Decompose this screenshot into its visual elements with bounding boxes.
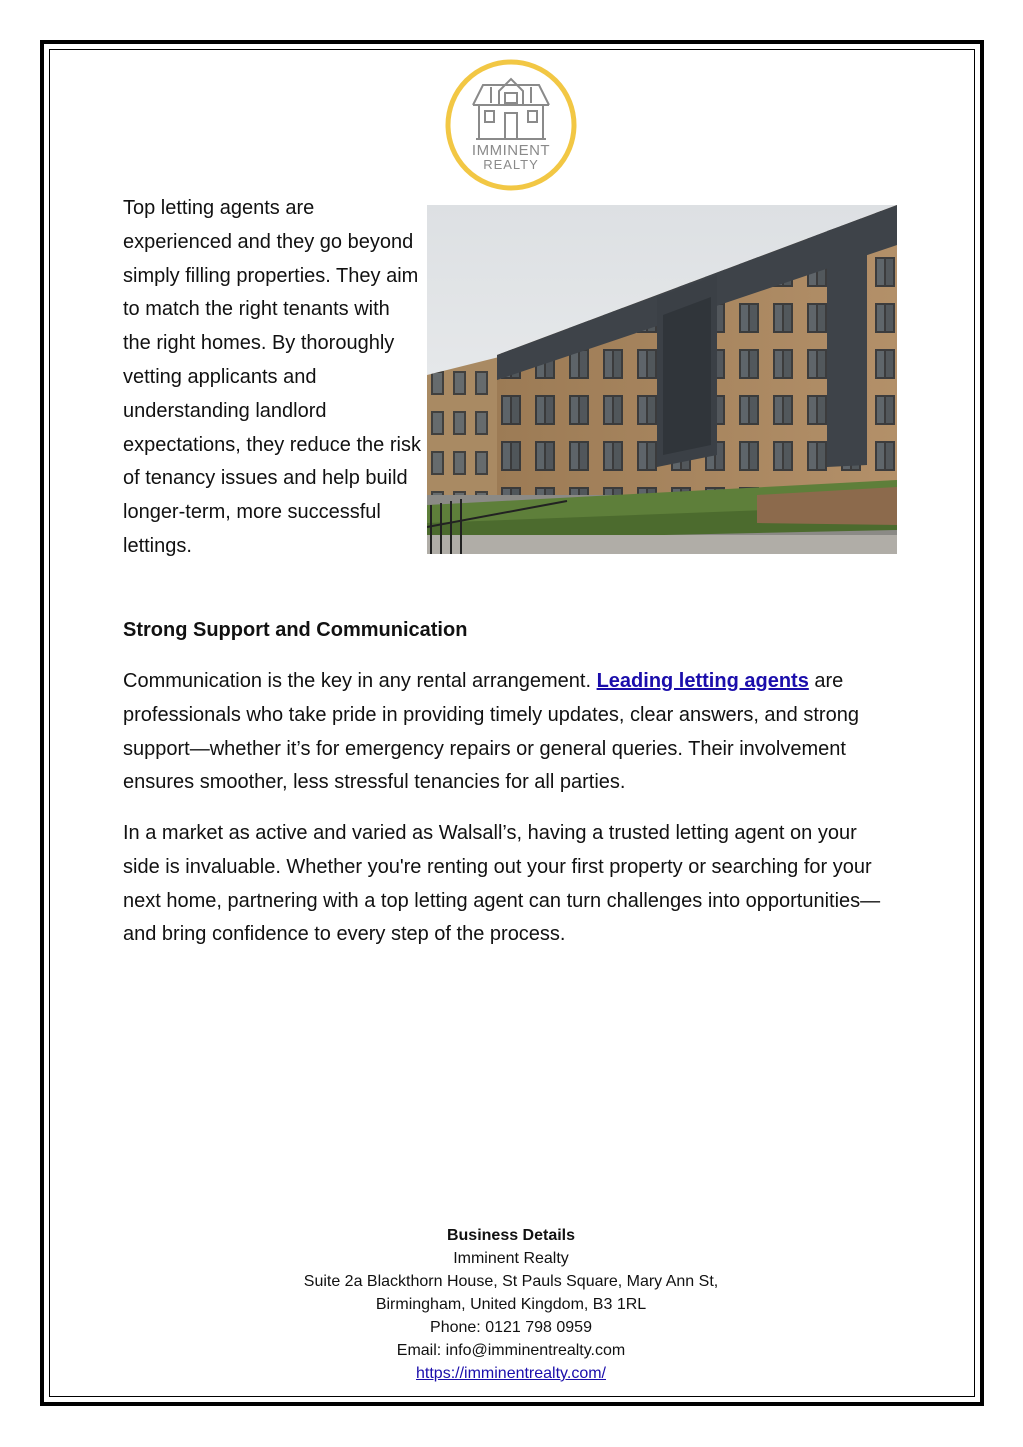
footer-title: Business Details: [446, 1227, 576, 1244]
logo-line2: REALTY: [483, 157, 539, 172]
paragraph1-after: are professionals who take pride in providing timely updates, clear answers, and strong support—whether it’s for emergency repairs or general queries. Their involvement ensures smoother, less stressful tenancies for all parties.: [123, 670, 859, 794]
leading-letting-agents-link[interactable]: Leading letting agents: [596, 670, 809, 692]
house-logo-icon: [443, 57, 579, 193]
footer-address-line2: Birmingham, United Kingdom, B3 1RL: [375, 1296, 647, 1313]
footer-phone: Phone: 0121 798 0959: [430, 1319, 592, 1336]
business-details: [48, 1224, 974, 1385]
apartment-building-photo: [427, 205, 897, 554]
footer-email: Email: info@imminentrealty.com: [396, 1342, 626, 1359]
imminent-realty-logo: [443, 57, 579, 193]
paragraph1-before: Communication is the key in any rental arrangement.: [123, 670, 597, 692]
website-link[interactable]: https://imminentrealty.com/: [416, 1365, 606, 1382]
section-heading: Strong Support and Communication: [123, 619, 468, 641]
footer-address-line1: Suite 2a Blackthorn House, St Pauls Square, Mary Ann St,: [303, 1273, 719, 1290]
intro-paragraph: Top letting agents are experienced and they go beyond simply filling properties. They aim to match the right tenants with the right homes. By thoroughly vetting applicants and understanding landlord expectations, they reduce the risk of tenancy issues and help build longer-term, more successful lettings.: [123, 197, 421, 557]
communication-paragraph: [123, 665, 893, 800]
logo-line1: IMMINENT: [471, 142, 551, 159]
walsall-paragraph: In a market as active and varied as Walsall’s, having a trusted letting agent on your side is invaluable. Whether you're renting out your first property or searching for your next home, partnering with a top letting agent can turn challenges into opportunities—and bring confidence to every step of the process.: [123, 822, 881, 946]
footer-company: Imminent Realty: [453, 1250, 569, 1267]
building-image-icon: [427, 205, 897, 554]
